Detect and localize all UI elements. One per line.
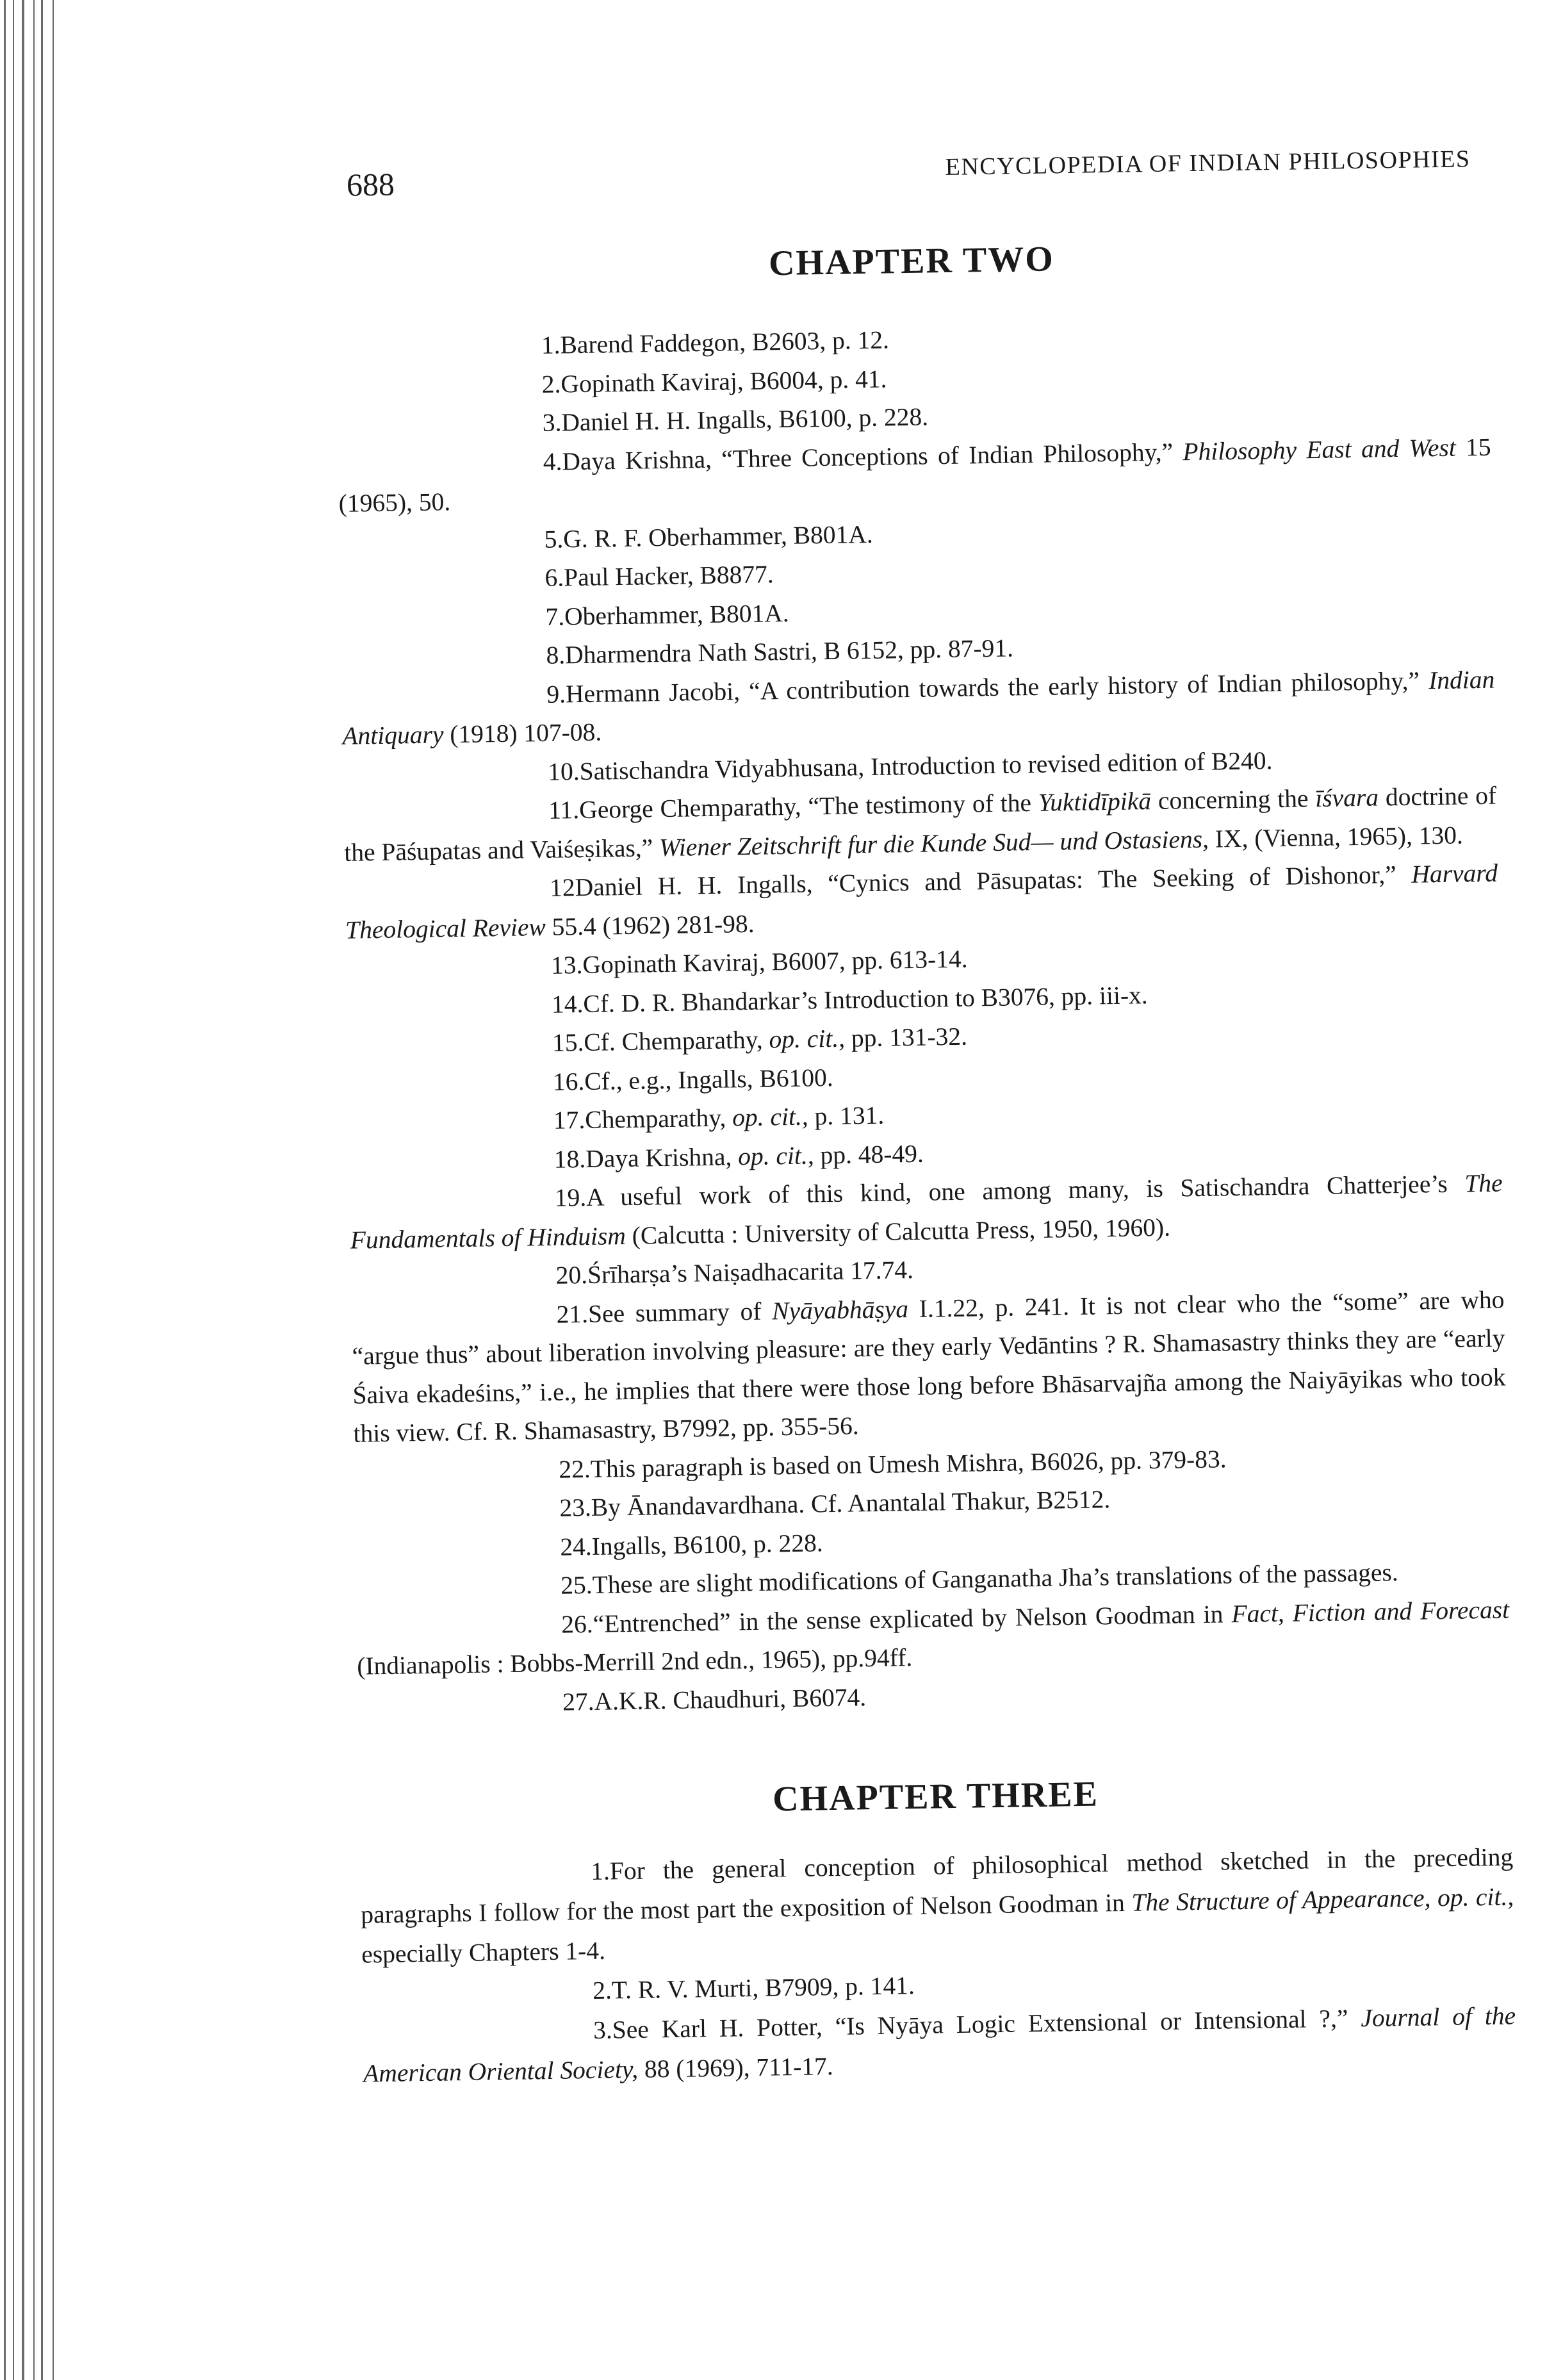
endnote-text: T. R. V. Murti, B7909, p. 141. [611,1971,915,2005]
endnote-number: 6. [544,563,564,592]
chapter-three-notes [359,1767,1516,2093]
endnote-italic-text: Fact, Fiction and Forecast [1231,1595,1510,1628]
endnote-text: p. 131. [808,1101,885,1131]
endnote-number: 17. [553,1106,585,1135]
endnote-text: Paul Hacker, B8877. [563,560,774,592]
endnote-number: 10. [548,757,580,786]
endnote-italic-text: op. cit., [769,1024,846,1054]
endnote-number: 12 [549,873,576,902]
endnote-number: 2. [541,369,561,398]
book-page [333,129,1516,2094]
endnote-italic-text: īśvara [1315,783,1379,813]
endnote-italic-text: The Fundamentals of Hinduism [350,1169,1503,1254]
endnote-text: Ingalls, B6100, p. 228. [591,1528,824,1561]
chapter-title: CHAPTER THREE [772,1774,1099,1819]
endnote-text: pp. 131-32. [844,1022,968,1053]
endnote-text: This paragraph is based on Umesh Mishra, B6026, pp. 379-83. [590,1444,1227,1483]
endnote-number: 23. [559,1493,592,1522]
endnote-text: IX, (Vienna, 1965), 130. [1208,820,1464,853]
endnote-number: 24. [560,1532,593,1561]
endnote-text: Daniel H. H. Ingalls, “Cynics and Pāsupatas: The Seeking of Dishonor,” [575,860,1412,902]
endnote-number: 2. [592,1976,612,2005]
endnote-number: 16. [552,1067,585,1096]
endnote-number: 18. [553,1144,586,1174]
endnote-italic-text: Nyāyabhāṣya [771,1294,909,1325]
endnote-text: 88 (1969), 711-17. [637,2052,834,2083]
endnote-text: “Entrenched” in the sense explicated by Nelson Goodman in [593,1599,1232,1638]
endnote-text: Cf. D. R. Bhandarkar’s Introduction to B3076, pp. iii-x. [583,980,1148,1018]
endnote-italic-text: Indian Antiquary [342,665,1495,750]
endnote-italic-text: op. cit., [732,1102,809,1132]
endnote-text: (Calcutta : University of Calcutta Press, 1950, 1960). [625,1213,1171,1250]
endnote [351,1280,1507,1453]
page-number: 688 [346,166,395,203]
endnote-number: 1. [590,1857,610,1886]
endnote-italic-text: Harvard Theological Review [345,858,1498,944]
endnote [360,1837,1515,1974]
endnote-text: Barend Faddegon, B2603, p. 12. [560,325,890,359]
endnote-number: 1. [541,331,561,359]
endnote-text: Chemparathy, [584,1103,733,1135]
chapter-title: CHAPTER TWO [768,239,1055,284]
endnote-italic-text: Philosophy East and West [1182,433,1457,466]
running-title: ENCYCLOPEDIA OF INDIAN PHILOSOPHIES [945,145,1471,181]
endnote-number: 8. [546,641,566,669]
endnote-italic-text: The Structure of Appearance, op. cit., [1131,1882,1514,1917]
running-head [333,129,1487,211]
endnote-text: doctrine of the Pāśupatas and Vaiśeṣikas,” [343,781,1497,867]
endnote-italic-text: op. cit., [737,1140,815,1170]
endnote-number: 21. [556,1299,589,1329]
endnote-number: 26. [561,1609,593,1639]
endnote-number: 5. [544,524,564,554]
endnote-number: 15. [552,1028,584,1057]
notes-list [336,311,1510,1725]
endnote-text: Gopinath Kaviraj, B6004, p. 41. [561,364,887,398]
endnote-italic-text: Yuktidīpikā [1038,787,1152,817]
endnote-number: 22. [559,1454,591,1484]
endnote-text: G. R. F. Oberhammer, B801A. [562,520,874,553]
endnote-number: 4. [543,447,562,476]
endnote-text: Oberhammer, B801A. [564,598,790,630]
endnote-text: Daniel H. H. Ingalls, B6100, p. 228. [561,402,929,437]
endnote-text: George Chemparathy, “The testimony of the [578,788,1039,825]
endnote-number: 20. [555,1260,588,1290]
endnote-italic-text: Wiener Zeitschrift fur die Kunde Sud— und Ostasiens, [659,825,1209,862]
endnote-number: 3. [593,2015,613,2044]
endnote-text: For the general conception of philosophical method sketched in the preceding paragraphs I follow for the most part the exposition of Nelson Goodman in [360,1842,1514,1929]
endnote-number: 27. [562,1687,594,1716]
endnote-number: 19. [554,1183,587,1212]
endnote-italic-text: Journal of the American Oriental Society, [363,2001,1516,2088]
endnote-text: Satischandra Vidyabhusana, Introduction to revised edition of B240. [579,746,1273,785]
binding-edge [0,0,64,2380]
endnote-number: 14. [551,989,584,1019]
endnote-text: See summary of [587,1296,773,1328]
endnote-text: A useful work of this kind, one among many, is Satischandra Chatterjee’s [585,1169,1465,1211]
endnote-number: 7. [545,602,565,631]
endnote-text: Gopinath Kaviraj, B6007, pp. 613-14. [582,944,968,980]
endnote-text: (Indianapolis : Bobbs-Merrill 2nd edn., 1965), pp.94ff. [356,1643,913,1680]
endnote-number: 9. [546,679,566,709]
endnote-text: (1918) 107-08. [443,718,602,749]
endnote-text: These are slight modifications of Ganganatha Jha’s translations of the passages. [592,1558,1399,1599]
endnote-text: especially Chapters 1-4. [361,1936,606,1969]
endnote-number: 13. [550,951,583,980]
endnote-text: pp. 48-49. [814,1139,924,1169]
endnote-text: Cf., e.g., Ingalls, B6100. [584,1063,834,1096]
endnote-text: Daya Krishna, [585,1142,739,1173]
endnote-text: Śrīharṣa’s Naiṣadhacarita 17.74. [587,1255,914,1289]
endnote-text: 15 (1965), 50. [338,432,1491,518]
endnote-text: 55.4 (1962) 281-98. [545,909,755,941]
chapter-two-notes [335,232,1511,1725]
endnote-text: Cf. Chemparathy, [584,1025,769,1057]
endnote-text: Daya Krishna, “Three Conceptions of Indian Philosophy,” [562,437,1183,475]
endnote-text: concerning the [1150,784,1316,816]
endnote-text: See Karl H. Potter, “Is Nyāya Logic Extensional or Intensional ?,” [612,2004,1361,2044]
endnote-number: 25. [560,1570,593,1600]
endnote-number: 3. [542,408,562,437]
notes-list [360,1837,1517,2093]
endnote-text: Dharmendra Nath Sastri, B 6152, pp. 87-91. [564,634,1014,669]
endnote-text: By Ānandavardhana. Cf. Anantalal Thakur, B2512. [591,1485,1111,1522]
endnote-text: I.1.22, p. 241. It is not clear who the “some” are who “argue thus” about liberation involving pleasure: are they early Vedāntins ? R. Shamasastry thinks they are “early Śaiva ekadeśins,” i.e., he implies that there were those long before Bhāsarvajña among the Naiyāyikas who took this view. Cf. R. Shamasastry, B7992, pp. 355-56. [352,1285,1506,1448]
endnote-number: 11. [548,796,580,825]
endnote-text: Hermann Jacobi, “A contribution towards the early history of Indian philosophy,” [565,666,1429,708]
endnote-text: A.K.R. Chaudhuri, B6074. [594,1682,867,1716]
